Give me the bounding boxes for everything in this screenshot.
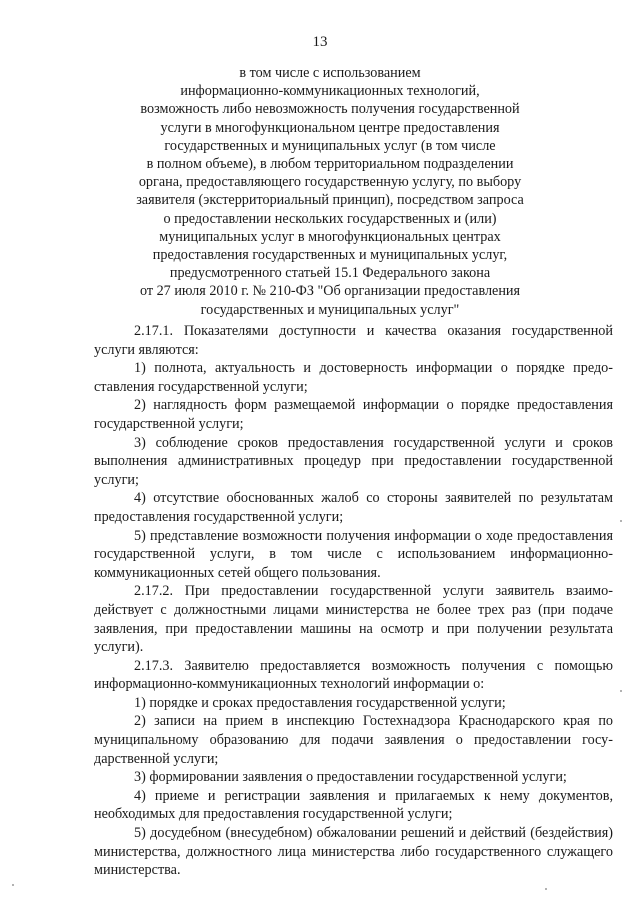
- heading-line: заявителя (экстерриториальный принцип), посредством запроса: [136, 192, 524, 209]
- list-item-appeal: 5) досудебном (внесудебном) обжаловании решений и действий (бездействия) министерства, должностного лица министерства либо государственного служащего министерства.: [94, 825, 613, 879]
- list-item-application-form: 3) формировании заявления о предоставлении государственной услуги;: [134, 769, 567, 786]
- heading-line: государственных и муниципальных услуг": [200, 301, 460, 318]
- heading-line: о предоставлении нескольких государственных и (или): [163, 210, 497, 227]
- list-item-completeness: 1) полнота, актуальность и достоверность информации о порядке предоставления государственной услуги;: [94, 360, 613, 395]
- list-item-procedure: 1) порядке и сроках предоставления государственной услуги;: [134, 694, 506, 711]
- scan-speck: [620, 520, 622, 522]
- heading-line: от 27 июля 2010 г. № 210-ФЗ "Об организации предоставления: [139, 283, 521, 300]
- paragraph-2-17-1: 2.17.1. Показателями доступности и качества оказания государственной услуги являются:: [94, 323, 613, 358]
- paragraph-2-17-2: 2.17.2. При предоставлении государственной услуги заявитель взаимодействует с должностными лицами министерства не более трех раз (при подаче заявления, при предоставлении машины на осмотр и при получении результата услуги).: [94, 583, 613, 656]
- heading-line: предоставления государственных и муниципальных услуг,: [152, 247, 508, 264]
- list-item-progress-info: 5) представление возможности получения информации о ходе предоставления государственной услуги, в том числе с использованием информационно-коммуникационных сетей общего пользования.: [94, 527, 613, 581]
- heading-line: муниципальных услуг в многофункциональных центрах: [159, 228, 501, 245]
- heading-line: информационно-коммуникационных технологий,: [180, 83, 480, 100]
- scan-speck: [620, 690, 622, 692]
- scan-speck: [12, 884, 14, 886]
- page-number: 13: [312, 34, 328, 50]
- list-item-deadlines: 3) соблюдение сроков предоставления государственной услуги и сроков выполнения административных процедур при предоставлении государственной услуги;: [94, 434, 613, 488]
- heading-line: в том числе с использованием: [239, 65, 421, 81]
- heading-line: возможность либо невозможность получения государственной: [140, 101, 520, 118]
- heading-line: предусмотренного статьей 15.1 Федерального закона: [169, 265, 491, 282]
- list-item-complaints: 4) отсутствие обоснованных жалоб со стороны заявителей по результатам предоставления государственной услуги;: [94, 490, 613, 525]
- list-item-clarity: 2) наглядность форм размещаемой информации о порядке предоставления государственной услуги;: [94, 397, 613, 432]
- document-body: [94, 322, 613, 880]
- list-item-registration: 4) приеме и регистрации заявления и прилагаемых к нему документов, необходимых для предоставления государственной услуги;: [94, 787, 613, 823]
- list-item-appointment: 2) записи на прием в инспекцию Гостехнадзора Краснодарского края по муниципальному образованию для подачи заявления о предоставлении государственной услуги;: [94, 713, 613, 767]
- heading-line: в полном объеме), в любом территориальном подразделении: [146, 156, 514, 173]
- section-heading: [95, 64, 565, 319]
- paragraph-2-17-3: 2.17.3. Заявителю предоставляется возможность получения с помощью информационно-коммуникационных технологий информации о:: [94, 657, 613, 693]
- heading-line: органа, предоставляющего государственную услугу, по выбору: [138, 174, 522, 191]
- heading-line: государственных и муниципальных услуг (в том числе: [164, 137, 496, 154]
- scan-speck: [545, 888, 547, 890]
- heading-line: услуги в многофункциональном центре предоставления: [160, 119, 500, 136]
